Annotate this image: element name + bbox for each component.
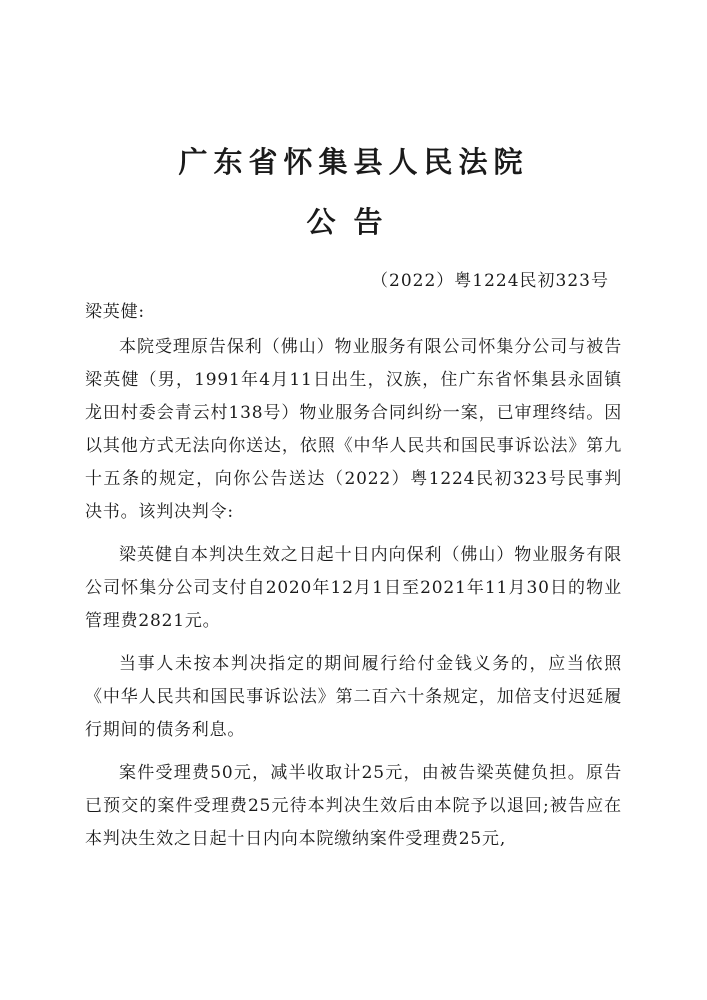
- paragraph-case-summary: 本院受理原告保利（佛山）物业服务有限公司怀集分公司与被告梁英健（男，1991年4月11日出生，汉族，住广东省怀集县永固镇龙田村委会青云村138号）物业服务合同纠纷一案，已审理终结。因以其他方式无法向你送达，依照《中华人民共和国民事诉讼法》第九十五条的规定，向你公告送达（2022）粤1224民初323号民事判决书。该判决判令:: [85, 337, 622, 522]
- paragraph-judgment: 梁英健自本判决生效之日起十日内向保利（佛山）物业服务有限公司怀集分公司支付自2020年12月1日至2021年11月30日的物业管理费2821元。: [85, 545, 622, 631]
- court-name-title: 广东省怀集县人民法院: [178, 145, 529, 179]
- paragraph-case-fee: 案件受理费50元，减半收取计25元，由被告梁英健负担。原告已预交的案件受理费25元待本判决生效后由本院予以退回;被告应在本判决生效之日起十日内向本院缴纳案件受理费25元,: [85, 763, 622, 849]
- case-number: （2022）粤1224民初323号: [371, 271, 609, 291]
- paragraph-late-payment: 当事人未按本判决指定的期间履行给付金钱义务的，应当依照《中华人民共和国民事诉讼法》第二百六十条规定，加倍支付迟延履行期间的债务利息。: [85, 654, 622, 740]
- document-body: [85, 296, 622, 866]
- document-type-title: 公告: [306, 205, 401, 239]
- addressee: 梁英健:: [85, 302, 145, 322]
